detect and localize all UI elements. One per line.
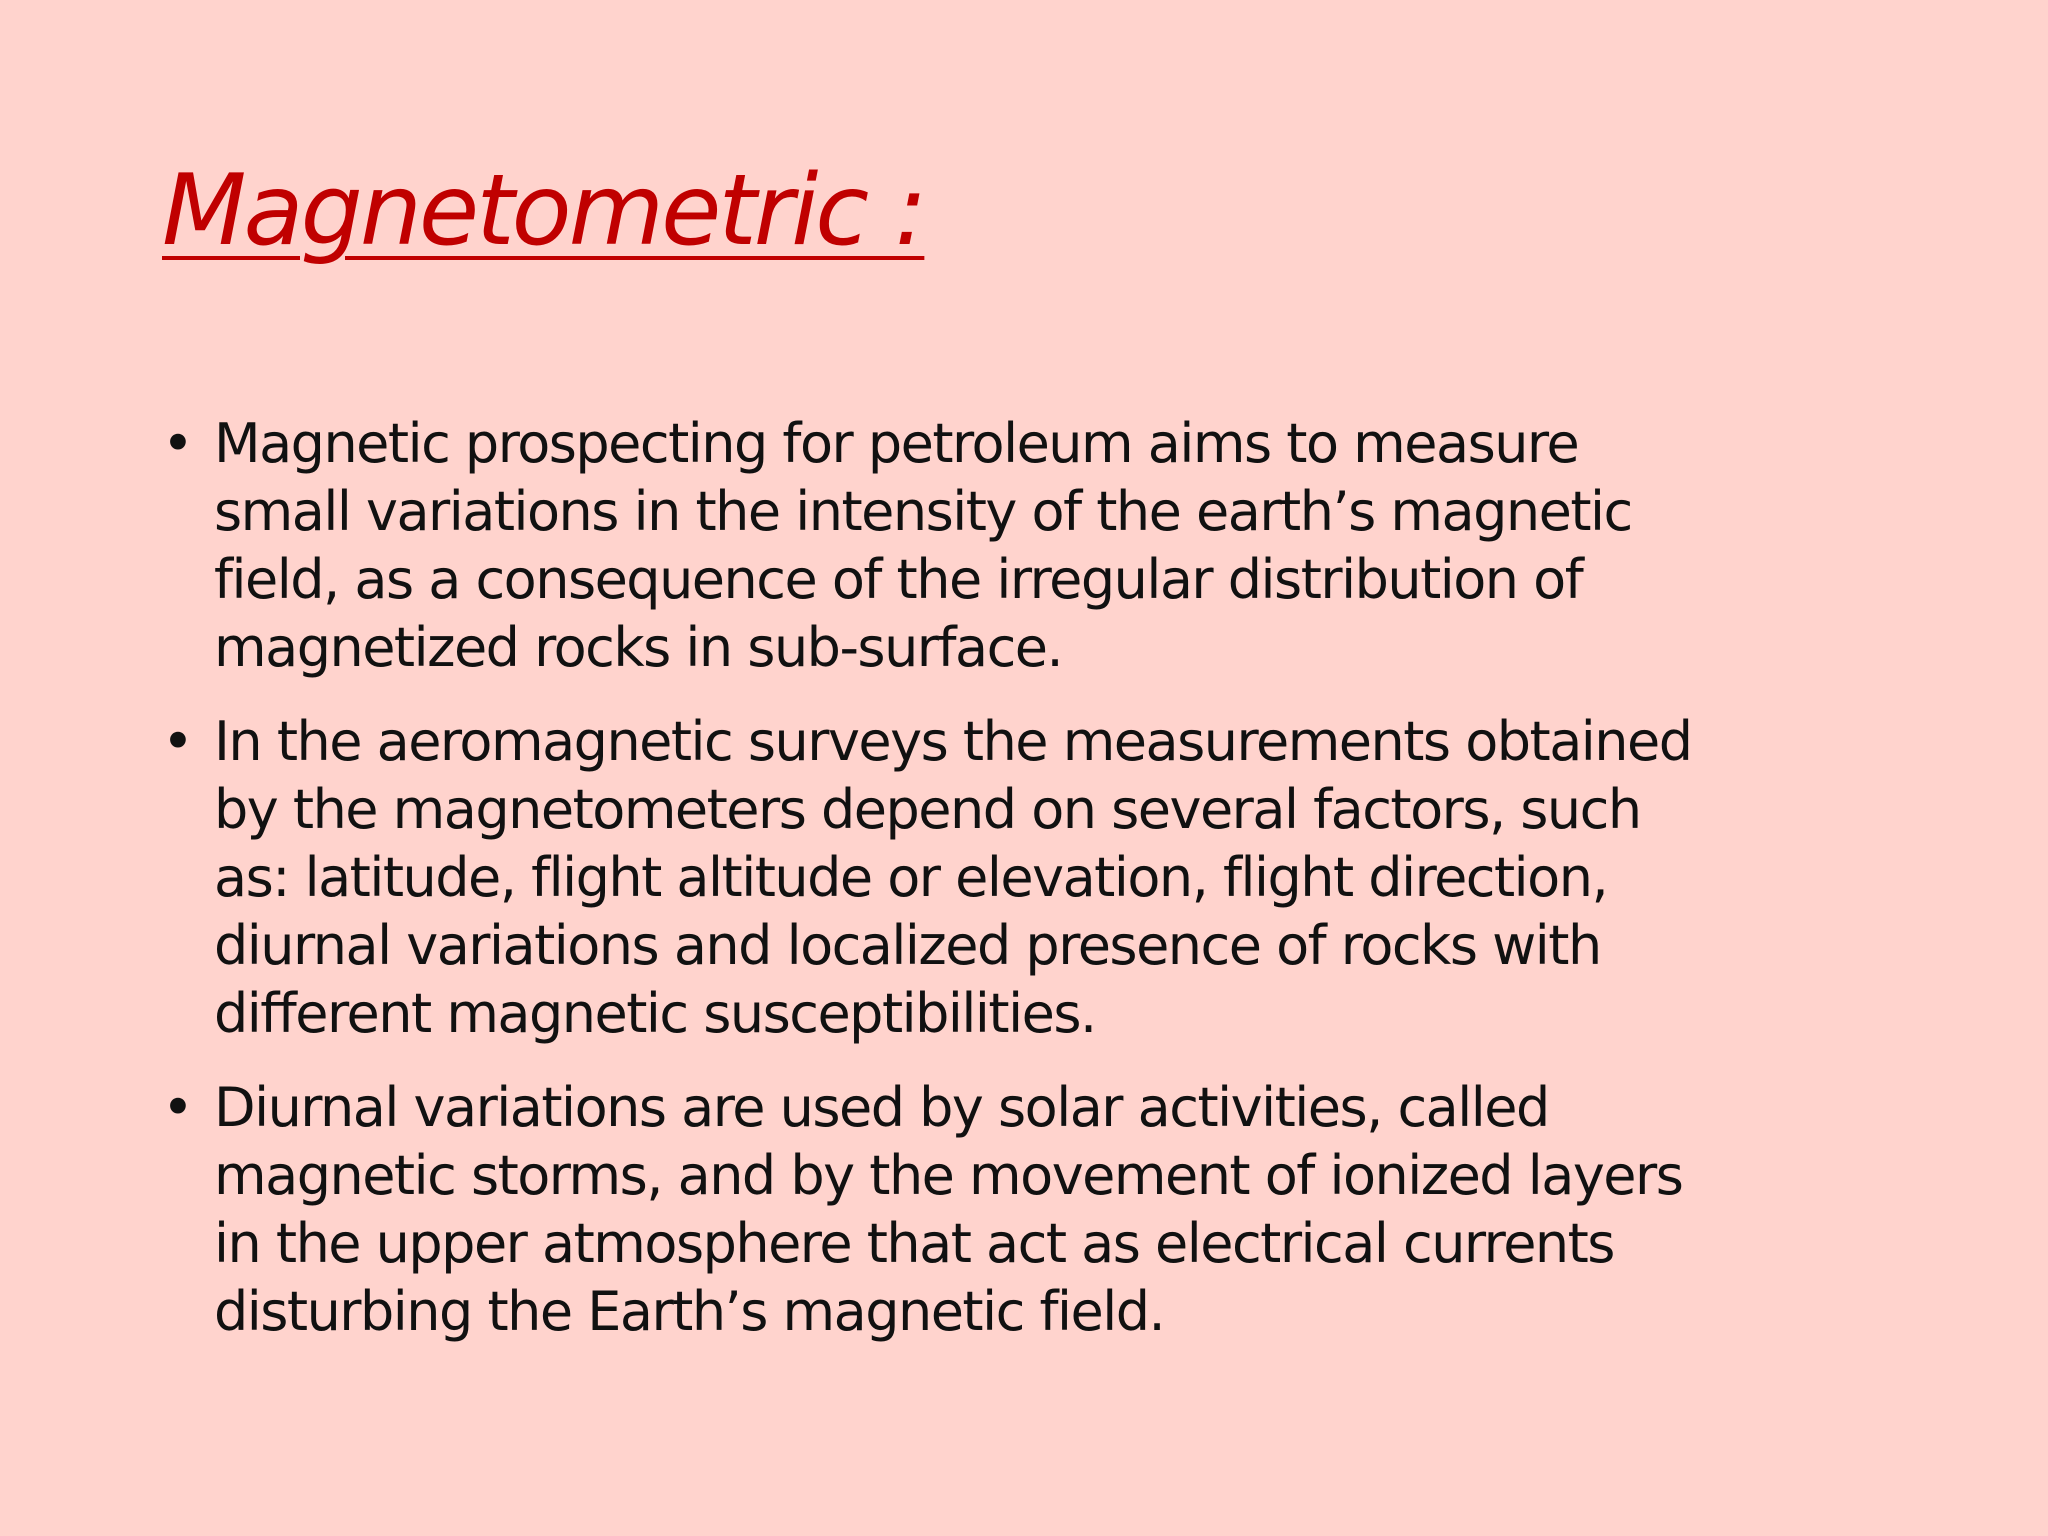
bullet-text-line: small variations in the intensity of the earth’s magnetic xyxy=(214,480,1632,543)
bullet-text-line: In the aeromagnetic surveys the measurements obtained xyxy=(214,710,1692,773)
bullet-text-line: by the magnetometers depend on several factors, such xyxy=(214,778,1641,841)
bullet-icon: • xyxy=(162,1076,193,1139)
bullet-text-line: in the upper atmosphere that act as electrical currents xyxy=(214,1212,1614,1275)
bullet-item xyxy=(162,410,1882,682)
bullet-text-line: diurnal variations and localized presence of rocks with xyxy=(214,914,1601,977)
bullet-list xyxy=(162,410,1882,1372)
bullet-icon: • xyxy=(162,412,193,475)
bullet-item xyxy=(162,708,1882,1048)
bullet-item xyxy=(162,1074,1882,1346)
bullet-icon: • xyxy=(162,710,193,773)
bullet-text-line: Magnetic prospecting for petroleum aims to measure xyxy=(214,412,1579,475)
bullet-text-line: field, as a consequence of the irregular distribution of xyxy=(214,548,1583,611)
bullet-text-line: different magnetic susceptibilities. xyxy=(214,982,1096,1045)
bullet-text-line: as: latitude, flight altitude or elevation, flight direction, xyxy=(214,846,1608,909)
bullet-text-line: magnetic storms, and by the movement of ionized layers xyxy=(214,1144,1683,1207)
bullet-text-line: magnetized rocks in sub-surface. xyxy=(214,616,1063,679)
bullet-text-line: disturbing the Earth’s magnetic field. xyxy=(214,1280,1165,1343)
bullet-text-line: Diurnal variations are used by solar activities, called xyxy=(214,1076,1549,1139)
slide-title: Magnetometric : xyxy=(162,154,925,268)
